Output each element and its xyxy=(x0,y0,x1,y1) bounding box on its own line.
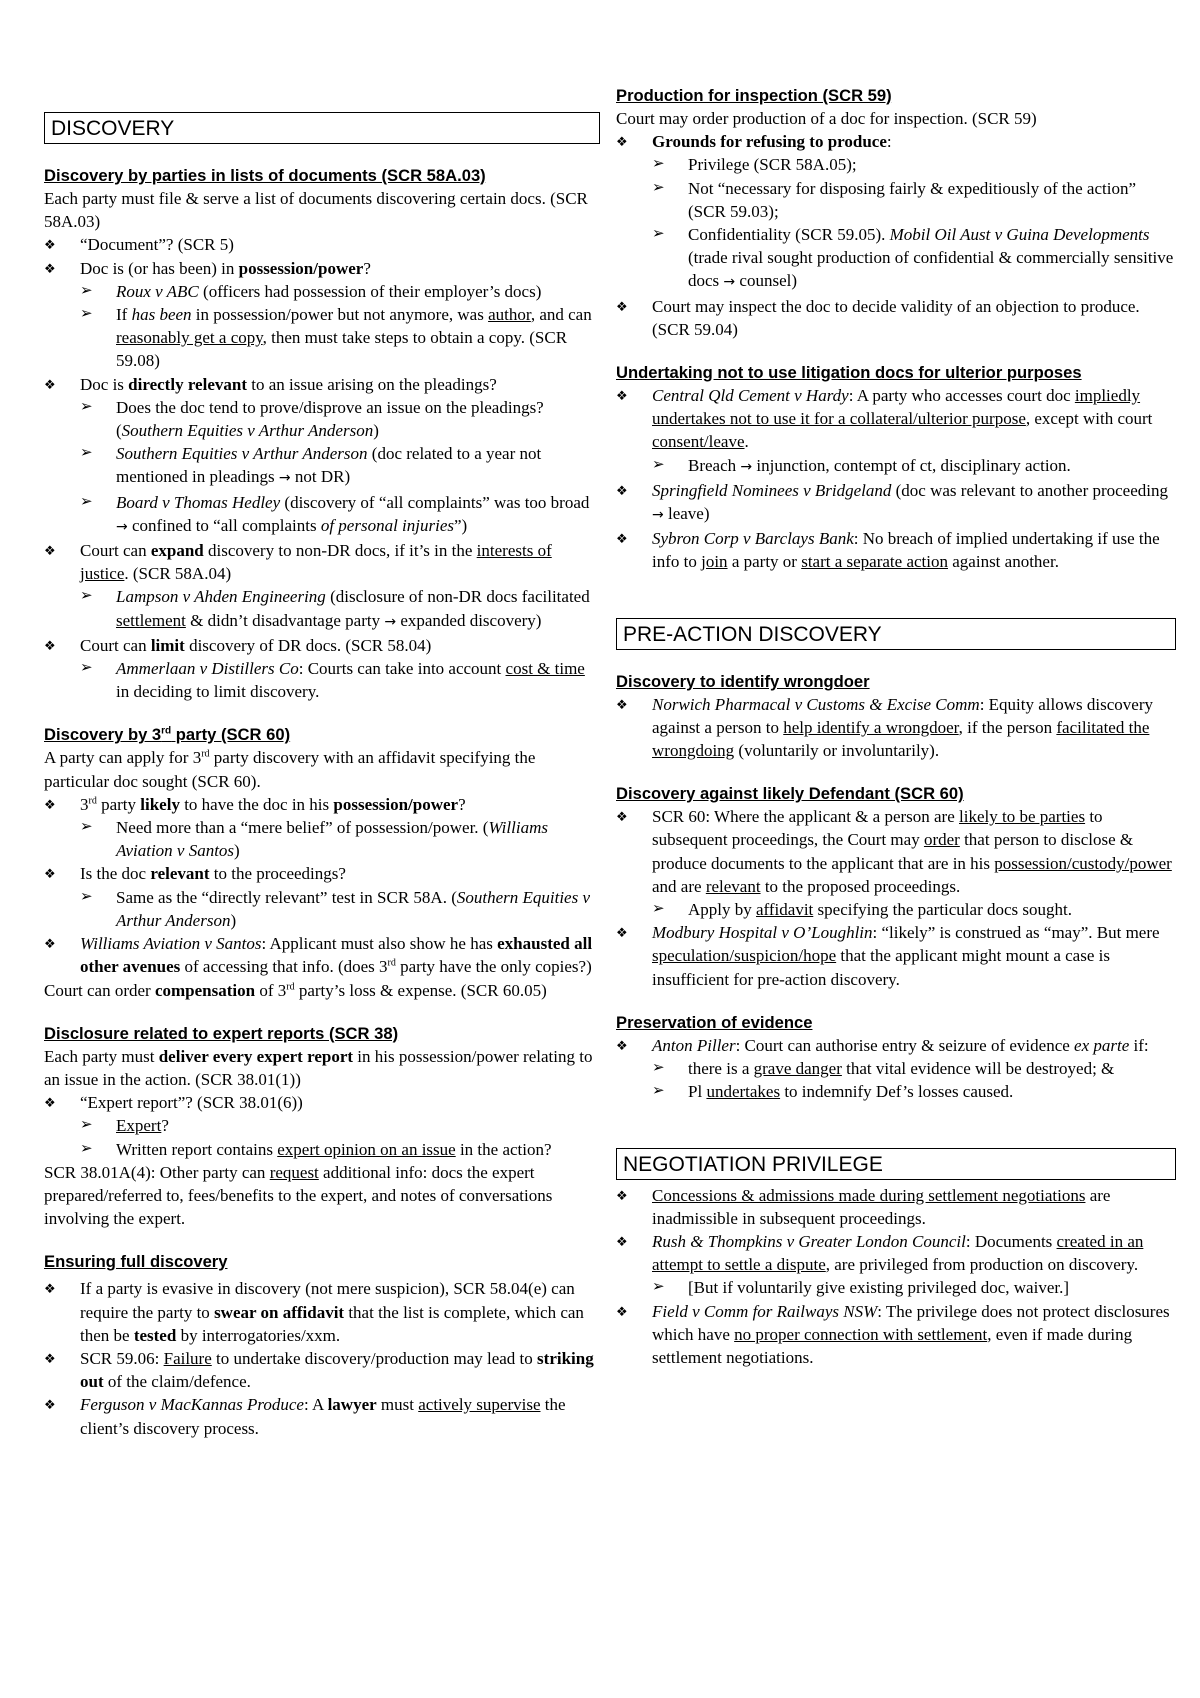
lists-bullets xyxy=(44,233,600,703)
list-item: ❖ Concessions & admissions made during settlement negotiations are inadmissible in subsequent proceedings. xyxy=(616,1184,1176,1230)
undertaking-bullets xyxy=(616,384,1176,574)
list-item: ➢ If has been in possession/power but not anymore, was author, and can reasonably get a copy, then must take steps to obtain a copy. (SCR 59.08) xyxy=(80,303,600,373)
heading-production: Production for inspection (SCR 59) xyxy=(616,86,892,105)
list-item: ➢ Pl undertakes to indemnify Def’s losses caused. xyxy=(652,1080,1176,1103)
list-item: ❖ Springfield Nominees v Bridgeland (doc was relevant to another proceeding → leave) xyxy=(616,479,1176,527)
wrongdoer-bullets xyxy=(616,693,1176,763)
heading-likely-defendant: Discovery against likely Defendant (SCR 60) xyxy=(616,784,964,804)
list-item: ❖ Field v Comm for Railways NSW: The privilege does not protect disclosures which have no proper connection with settlement, even if made during settlement negotiations. xyxy=(616,1300,1176,1370)
list-item: ❖ Court can limit discovery of DR docs. (SCR 58.04) ➢ Ammerlaan v Distillers Co: Courts can take into account cost & time in deciding to limit discovery. xyxy=(44,634,600,704)
list-item: ➢ Confidentiality (SCR 59.05). Mobil Oil Aust v Guina Developments (trade rival sought production of confidential & commercially sensitive docs → counsel) xyxy=(652,223,1176,295)
list-item: ❖ Court can expand discovery to non-DR docs, if it’s in the interests of justice. (SCR 58A.04) ➢ Lampson v Ahden Engineering (disclosure of non-DR docs facilitated settlement & didn’t disadvantage party → expanded discovery) xyxy=(44,539,600,634)
arrow-icon: → xyxy=(652,507,664,524)
arrow-icon: → xyxy=(740,458,753,475)
heading-third-party: Discovery by 3rd party (SCR 60) xyxy=(44,725,291,745)
heading-expert: Disclosure related to expert reports (SCR 38) xyxy=(44,1023,399,1043)
heading-wrongdoer: Discovery to identify wrongdoer xyxy=(616,671,870,691)
list-item: ❖ Central Qld Cement v Hardy: A party who accesses court doc impliedly undertakes not to use it for a collateral/ulterior purpose, except with court consent/leave. ➢ Breach → injunction, contempt of ct, disciplinary action. xyxy=(616,384,1176,479)
list-item: ➢ Privilege (SCR 58A.05); xyxy=(652,153,1176,176)
lists-intro: Each party must file & serve a list of documents discovering certain docs. (SCR 58A.03) xyxy=(44,189,588,232)
production-bullets xyxy=(616,130,1176,341)
list-item: ❖ Rush & Thompkins v Greater London Council: Documents created in an attempt to settle a dispute, are privileged from production on discovery. ➢ [But if voluntarily give existing privileged doc, waiver.] xyxy=(616,1230,1176,1300)
list-item: ❖ Court may inspect the doc to decide validity of an objection to produce. (SCR 59.04) xyxy=(616,295,1176,341)
list-item: ❖ Modbury Hospital v O’Loughlin: “likely” is construed as “may”. But mere speculation/suspicion/hope that the applicant might mount a case is insufficient for pre-action discovery. xyxy=(616,921,1176,991)
list-item: ❖ Anton Piller: Court can authorise entry & seizure of evidence ex parte if: ➢ there is a grave danger that vital evidence will be destroyed; & ➢ Pl undertakes to indemnify Def’s losses caused. xyxy=(616,1034,1176,1104)
list-item: ❖ “Document”? (SCR 5) xyxy=(44,233,600,256)
negotiation-bullets xyxy=(616,1184,1176,1370)
arrow-icon: → xyxy=(278,470,291,487)
third-bullets xyxy=(44,793,600,979)
list-item: ➢ Breach → injunction, contempt of ct, disciplinary action. xyxy=(652,454,1176,479)
list-item: ❖ SCR 60: Where the applicant & a person are likely to be parties to subsequent proceedings, the Court may order that person to disclose & produce documents to the applicant that are in his possession/custody/power and are relevant to the proposed proceedings. ➢ Apply by affidavit specifying the particular docs sought. xyxy=(616,805,1176,921)
arrow-icon: → xyxy=(384,613,397,630)
list-item: ➢ Roux v ABC (officers had possession of their employer’s docs) xyxy=(80,280,600,303)
list-item: ❖ Doc is directly relevant to an issue arising on the pleadings? ➢ Does the doc tend to prove/disprove an issue on the pleadings? (Southern Equities v Arthur Anderson) ➢ Southern Equities v Arthur Anderson (doc related to a year not mentioned in pleadings → not DR) ➢ Board v Thomas Hedley (discovery of “all complaints” was too broad → confined to “all complaints of personal injuries”) xyxy=(44,373,600,539)
expert-intro: Each party must deliver every expert report in his possession/power relating to an issue in the action. (SCR 38.01(1)) xyxy=(44,1046,593,1089)
full-bullets xyxy=(44,1277,600,1439)
preservation-bullets xyxy=(616,1034,1176,1104)
list-item: ❖ 3rd party likely to have the doc in his possession/power? ➢ Need more than a “mere belief” of possession/power. (Williams Aviation v Santos) xyxy=(44,793,600,863)
section-title-negotiation: NEGOTIATION PRIVILEGE xyxy=(616,1148,1176,1180)
list-item: ➢ [But if voluntarily give existing privileged doc, waiver.] xyxy=(652,1276,1176,1299)
list-item: ➢ Same as the “directly relevant” test in SCR 58A. (Southern Equities v Arthur Anderson) xyxy=(80,886,600,932)
list-item: ❖ If a party is evasive in discovery (not mere suspicion), SCR 58.04(e) can require the party to swear on affidavit that the list is complete, which can then be tested by interrogatories/xxm. xyxy=(44,1277,600,1347)
list-item: ❖ Sybron Corp v Barclays Bank: No breach of implied undertaking if use the info to join a party or start a separate action against another. xyxy=(616,527,1176,573)
list-item: ➢ Ammerlaan v Distillers Co: Courts can take into account cost & time in deciding to limit discovery. xyxy=(80,657,600,703)
list-item: ➢ Written report contains expert opinion on an issue in the action? xyxy=(80,1138,600,1161)
arrow-icon: → xyxy=(723,274,736,291)
list-item: ➢ Southern Equities v Arthur Anderson (doc related to a year not mentioned in pleadings → not DR) xyxy=(80,442,600,490)
list-item: ❖ Is the doc relevant to the proceedings? ➢ Same as the “directly relevant” test in SCR 58A. (Southern Equities v Arthur Anderson) xyxy=(44,862,600,932)
list-item: ❖ Williams Aviation v Santos: Applicant must also show he has exhausted all other avenues of accessing that info. (does 3rd party have the only copies?) xyxy=(44,932,600,978)
section-title-pre-action: PRE-ACTION DISCOVERY xyxy=(616,618,1176,650)
heading-preservation: Preservation of evidence xyxy=(616,1012,813,1032)
section-title-discovery: DISCOVERY xyxy=(44,112,600,144)
list-item: ➢ Apply by affidavit specifying the particular docs sought. xyxy=(652,898,1176,921)
list-item: ➢ Board v Thomas Hedley (discovery of “all complaints” was too broad → confined to “all complaints of personal injuries”) xyxy=(80,491,600,539)
list-item: ➢ Does the doc tend to prove/disprove an issue on the pleadings? (Southern Equities v Arthur Anderson) xyxy=(80,396,600,442)
list-item: ❖ Doc is (or has been) in possession/power? ➢ Roux v ABC (officers had possession of their employer’s docs) ➢ If has been in possession/power but not anymore, was author, and can reasonably get a copy, then must take steps to obtain a copy. (SCR 59.08) xyxy=(44,257,600,373)
arrow-icon: → xyxy=(116,518,128,535)
heading-lists: Discovery by parties in lists of documents (SCR 58A.03) xyxy=(44,166,486,185)
list-item: ❖ Grounds for refusing to produce: ➢ Privilege (SCR 58A.05); ➢ Not “necessary for disposing fairly & expeditiously of the action” (SCR 59.03); ➢ Confidentiality (SCR 59.05). Mobil Oil Aust v Guina Developments (trade rival sought production of confidential & commercially sensitive docs → counsel) xyxy=(616,130,1176,294)
list-item: ❖ Ferguson v MacKannas Produce: A lawyer must actively supervise the client’s discovery process. xyxy=(44,1393,600,1439)
heading-undertaking: Undertaking not to use litigation docs for ulterior purposes xyxy=(616,363,1082,383)
list-item: ❖ SCR 59.06: Failure to undertake discovery/production may lead to striking out of the claim/defence. xyxy=(44,1347,600,1393)
expert-bullets xyxy=(44,1091,600,1161)
production-intro: Court may order production of a doc for inspection. (SCR 59) xyxy=(616,109,1037,128)
list-item: ❖ “Expert report”? (SCR 38.01(6)) ➢ Expert? ➢ Written report contains expert opinion on an issue in the action? xyxy=(44,1091,600,1161)
list-item: ➢ Need more than a “mere belief” of possession/power. (Williams Aviation v Santos) xyxy=(80,816,600,862)
list-item: ➢ Not “necessary for disposing fairly & expeditiously of the action” (SCR 59.03); xyxy=(652,177,1176,223)
right-column xyxy=(616,84,1176,1369)
third-intro: A party can apply for 3rd party discovery with an affidavit specifying the particular doc sought (SCR 60). xyxy=(44,748,536,791)
list-item: ➢ there is a grave danger that vital evidence will be destroyed; & xyxy=(652,1057,1176,1080)
list-item: ➢ Expert? xyxy=(80,1114,600,1137)
list-item: ➢ Lampson v Ahden Engineering (disclosure of non-DR docs facilitated settlement & didn’t disadvantage party → expanded discovery) xyxy=(80,585,600,633)
list-item: ❖ Norwich Pharmacal v Customs & Excise Comm: Equity allows discovery against a person to help identify a wrongdoer, if the person facilitated the wrongdoing (voluntarily or involuntarily). xyxy=(616,693,1176,763)
third-compensation: Court can order compensation of 3rd party’s loss & expense. (SCR 60.05) xyxy=(44,980,547,1000)
left-column xyxy=(44,84,600,1440)
heading-full-discovery: Ensuring full discovery xyxy=(44,1252,228,1272)
likely-bullets xyxy=(616,805,1176,991)
expert-request: SCR 38.01A(4): Other party can request additional info: docs the expert prepared/referred to, fees/benefits to the expert, and notes of conversations involving the expert. xyxy=(44,1162,553,1229)
